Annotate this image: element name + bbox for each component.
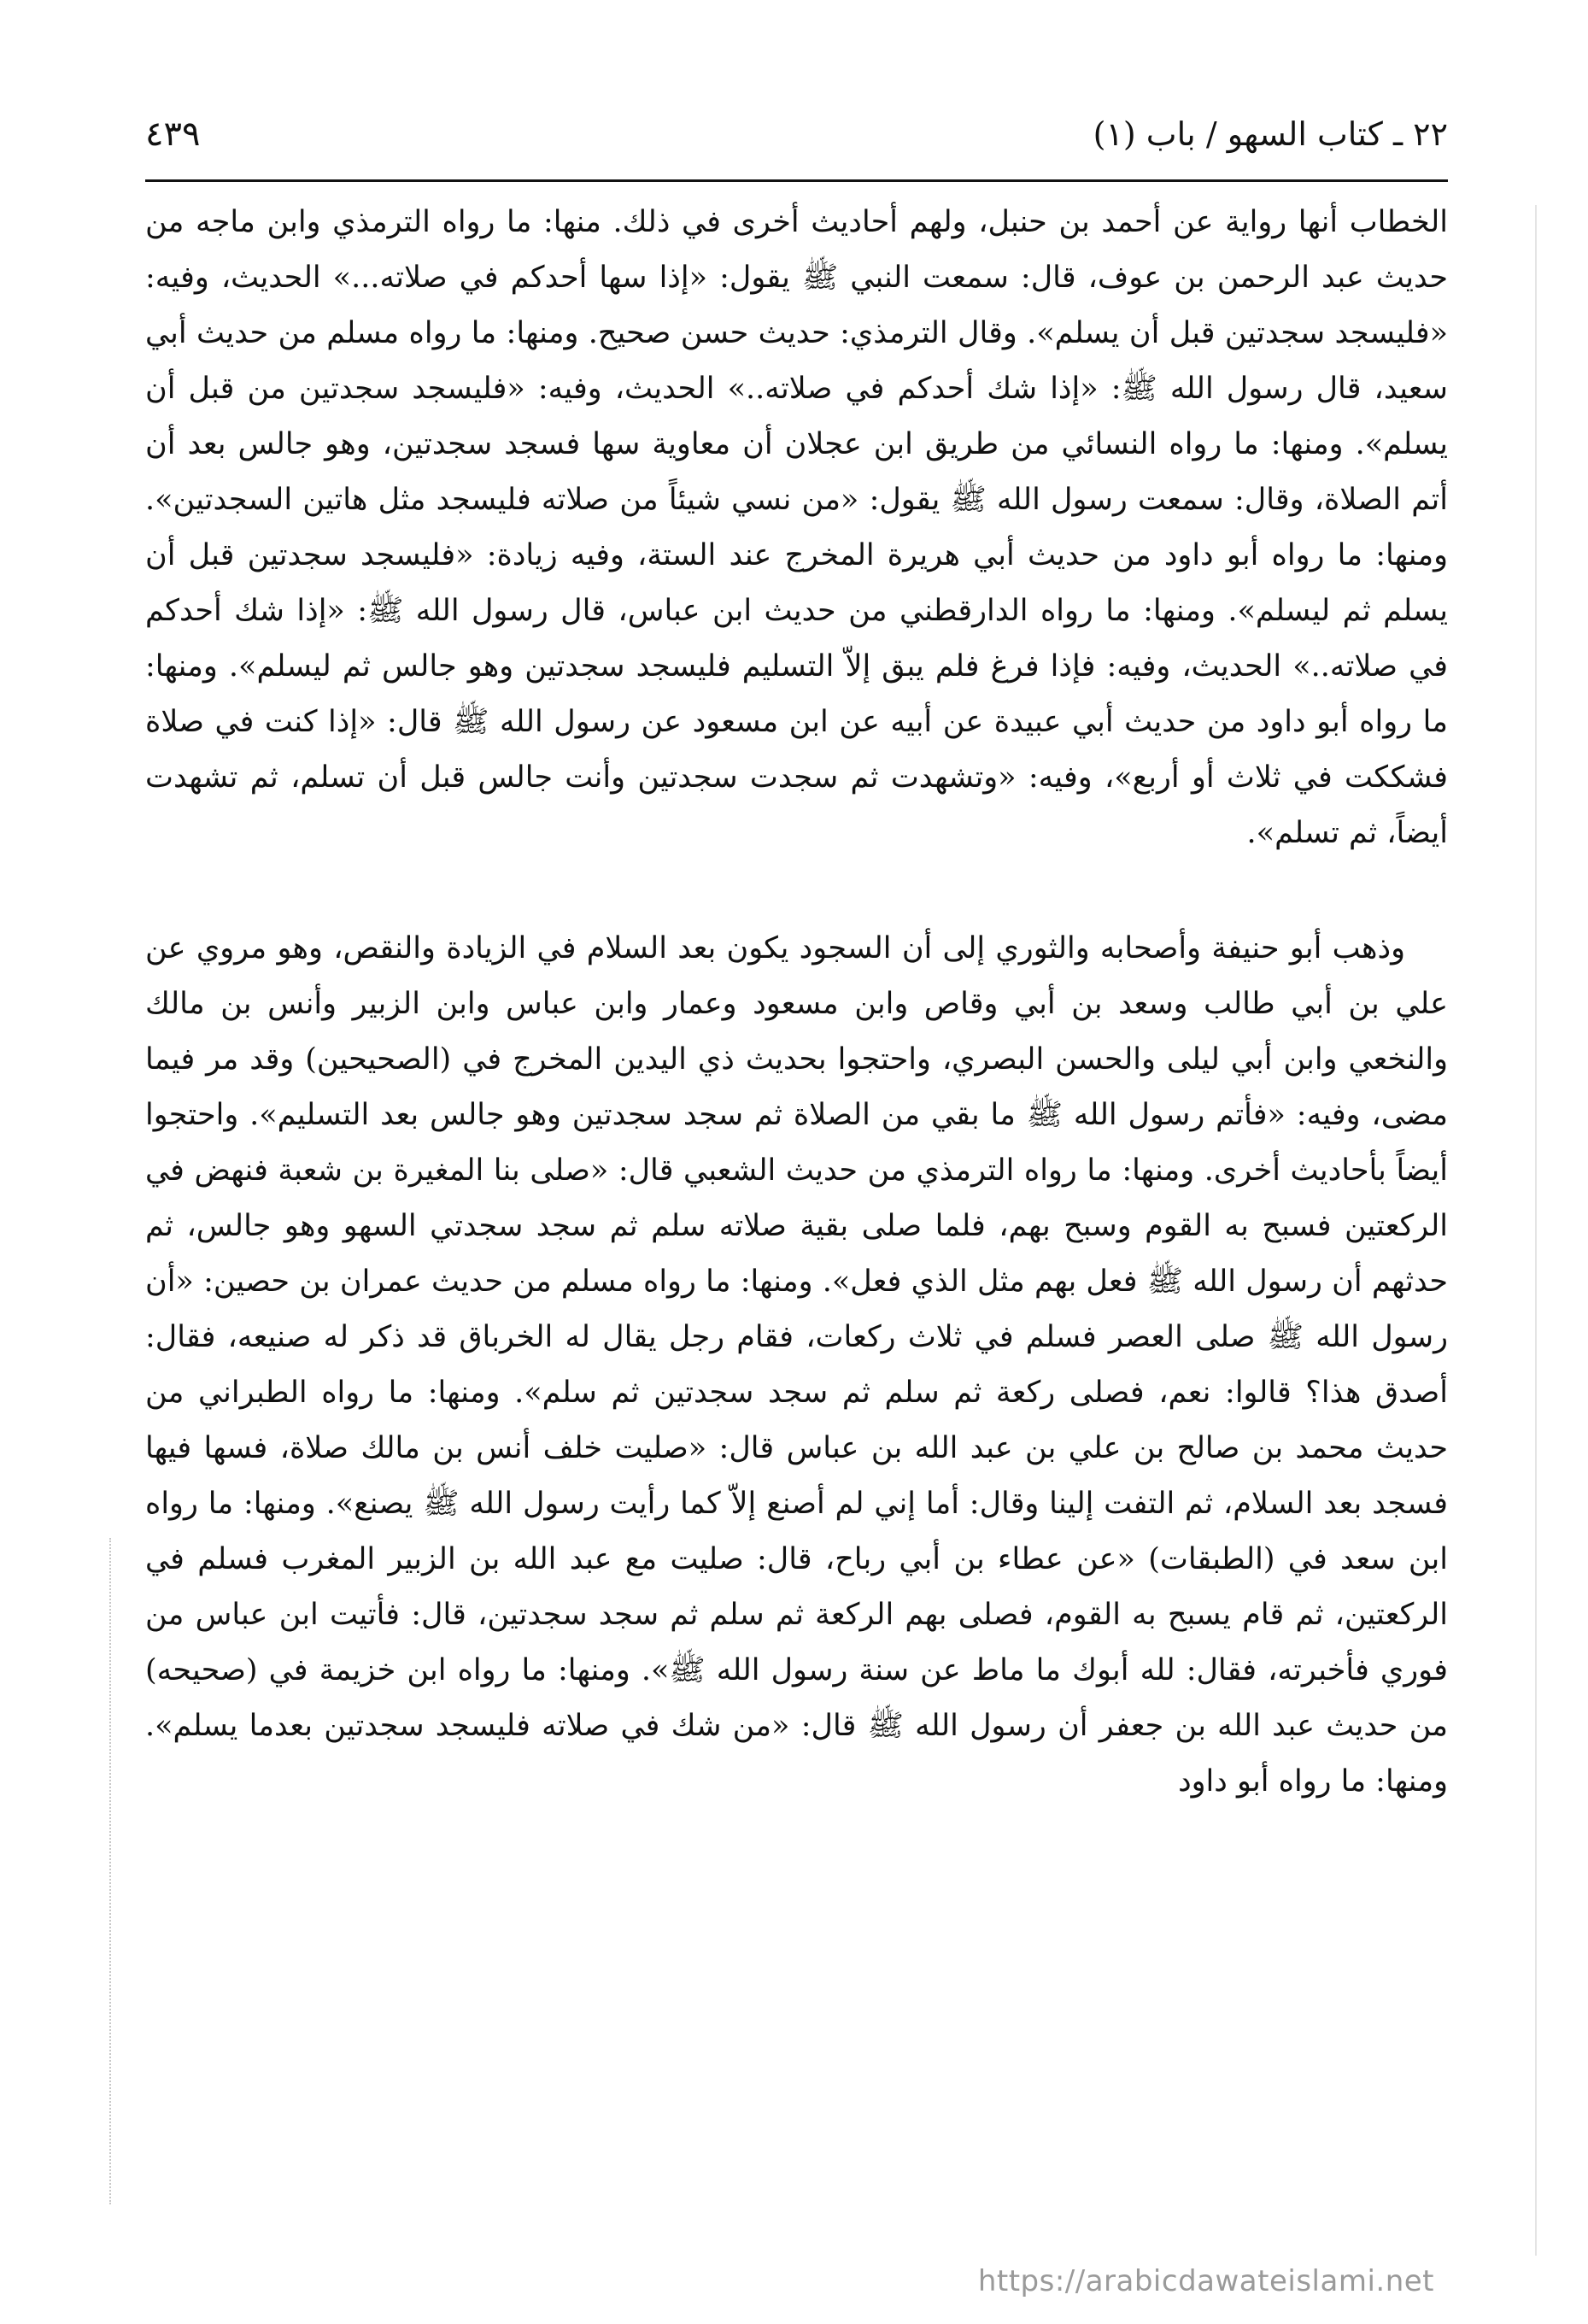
paragraph: وذهب أبو حنيفة وأصحابه والثوري إلى أن السجود يكون بعد السلام في الزيادة والنقص، وهو مروي عن علي بن أبي طالب وسعد بن أبي وقاص وابن مسعود وعمار وابن عباس وابن الزبير وأنس بن مالك والنخعي وابن أبي ليلى والحسن البصري، واحتجوا بحديث ذي اليدين المخرج في (الصحيحين) وقد مر فيما مضى، وفيه: «فأتم رسول الله ﷺ ما بقي من الصلاة ثم سجد سجدتين وهو جالس بعد التسليم». واحتجوا أيضاً بأحاديث أخرى. ومنها: ما رواه الترمذي من حديث الشعبي قال: «صلى بنا المغيرة بن شعبة فنهض في الركعتين فسبح به القوم وسبح بهم، فلما صلى بقية صلاته سلم ثم سجد سجدتي السهو وهو جالس، ثم حدثهم أن رسول الله ﷺ فعل بهم مثل الذي فعل». ومنها: ما رواه مسلم من حديث عمران بن حصين: «أن رسول الله ﷺ صلى العصر فسلم في ثلاث ركعات، فقام رجل يقال له الخرباق قد ذكر له صنيعه، فقال: أصدق هذا؟ قالوا: نعم، فصلى ركعة ثم سلم ثم سجد سجدتين ثم سلم». ومنها: ما رواه الطبراني من حديث محمد بن صالح بن علي بن عبد الله بن عباس قال: «صليت خلف أنس بن مالك صلاة، فسها فيها فسجد بعد السلام، ثم التفت إلينا وقال: أما إني لم أصنع إلاّ كما رأيت رسول الله ﷺ يصنع». ومنها: ما رواه ابن سعد في (الطبقات) «عن عطاء بن أبي رباح، قال: صليت مع عبد الله بن الزبير المغرب فسلم في الركعتين، ثم قام يسبح به القوم، فصلى بهم الركعة ثم سلم ثم سجد سجدتين، قال: فأتيت ابن عباس من فوري فأخبرته، فقال: لله أبوك ما ماط عن سنة رسول الله ﷺ». ومنها: ما رواه ابن خزيمة في (صحيحه) من حديث عبد الله بن جعفر أن رسول الله ﷺ قال: «من شك في صلاته فليسجد سجدتين بعدما يسلم». ومنها: ما رواه أبو داود bbox=[145, 931, 1448, 1799]
scan-margin-mark bbox=[109, 1538, 114, 2204]
page-number: ٤٣٩ bbox=[145, 114, 201, 154]
header-rule bbox=[145, 179, 1448, 182]
chapter-title: ٢٢ ـ كتاب السهو / باب (١) bbox=[1093, 115, 1448, 153]
scan-edge-shadow bbox=[1535, 205, 1537, 2256]
paragraph: الخطاب أنها رواية عن أحمد بن حنبل، ولهم أحاديث أخرى في ذلك. منها: ما رواه الترمذي وابن ماجه من حديث عبد الرحمن بن عوف، قال: سمعت النبي ﷺ يقول: «إذا سها أحدكم في صلاته...» الحديث، وفيه: «فليسجد سجدتين قبل أن يسلم». وقال الترمذي: حديث حسن صحيح. ومنها: ما رواه مسلم من حديث أبي سعيد، قال رسول الله ﷺ: «إذا شك أحدكم في صلاته..» الحديث، وفيه: «فليسجد سجدتين من قبل أن يسلم». ومنها: ما رواه النسائي من طريق ابن عجلان أن معاوية سها فسجد سجدتين، وهو جالس بعد أن أتم الصلاة، وقال: سمعت رسول الله ﷺ يقول: «من نسي شيئاً من صلاته فليسجد مثل هاتين السجدتين». ومنها: ما رواه أبو داود من حديث أبي هريرة المخرج عند الستة، وفيه زيادة: «فليسجد سجدتين قبل أن يسلم ثم ليسلم». ومنها: ما رواه الدارقطني من حديث ابن عباس، قال رسول الله ﷺ: «إذا شك أحدكم في صلاته..» الحديث، وفيه: فإذا فرغ فلم يبق إلاّ التسليم فليسجد سجدتين وهو جالس ثم ليسلم». ومنها: ما رواه أبو داود من حديث أبي عبيدة عن أبيه عن ابن مسعود عن رسول الله ﷺ قال: «إذا كنت في صلاة فشككت في ثلاث أو أربع»، وفيه: «وتشهدت ثم سجدت سجدتين وأنت جالس قبل أن تسلم، ثم تشهدت أيضاً، ثم تسلم». bbox=[145, 205, 1448, 850]
running-header bbox=[145, 103, 1448, 171]
watermark-url: https://arabicdawateislami.net bbox=[977, 2264, 1434, 2298]
body-text bbox=[145, 195, 1448, 1810]
